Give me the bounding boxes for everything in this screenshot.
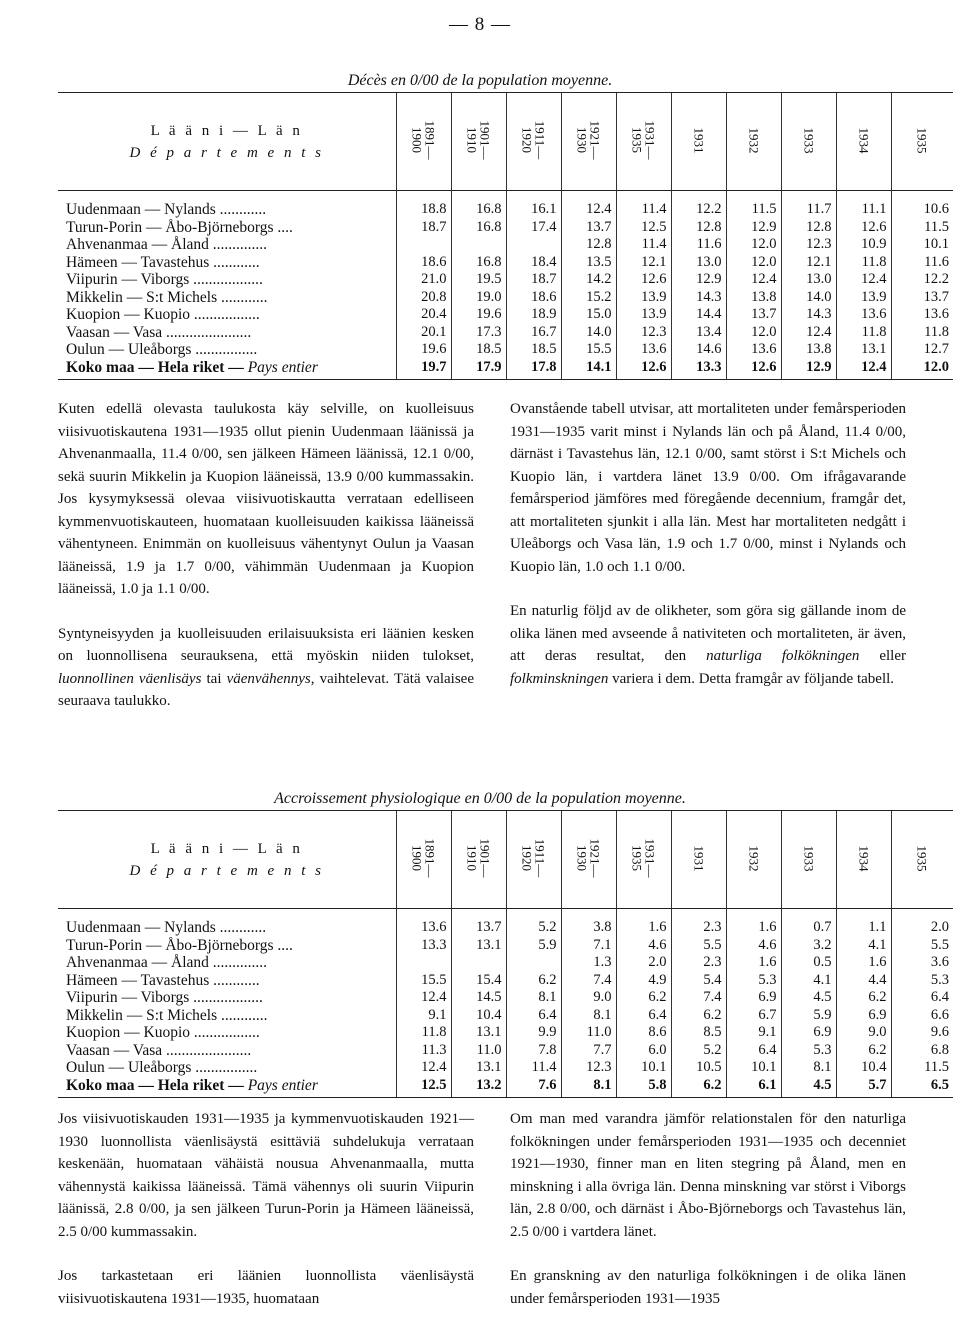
value-cell: 12.2 [891,271,953,289]
value-cell: 10.4 [451,1007,506,1025]
table-row [58,1007,953,1025]
department-name: Kuopion — Kuopio ................. [66,1024,260,1041]
value-cell: 12.3 [616,324,671,342]
table-row [58,236,953,254]
text1-swedish [510,398,906,690]
value-cell: 6.4 [506,1007,561,1025]
mortality-table [58,92,953,380]
value-cell: 7.8 [506,1042,561,1060]
value-cell: 16.8 [451,191,506,219]
value-cell: 4.9 [616,972,671,990]
value-cell: 13.0 [671,254,726,272]
value-cell: 12.7 [891,341,953,359]
department-name: Ahvenanmaa — Åland .............. [66,954,268,971]
value-cell: 6.2 [506,972,561,990]
value-cell: 11.6 [671,236,726,254]
total-row [58,1077,953,1098]
value-cell: 12.3 [781,236,836,254]
value-cell: 15.4 [451,972,506,990]
total-label: Koko maa — Hela riket — Pays entier [58,1077,396,1098]
department-name: Vaasan — Vasa ...................... [66,323,252,341]
value-cell: 6.4 [891,989,953,1007]
value-cell: 11.8 [891,324,953,342]
value-cell: 10.9 [836,236,891,254]
text2-finnish [58,1108,474,1310]
value-cell: 5.3 [891,972,953,990]
total-value-cell: 6.1 [726,1077,781,1098]
total-row [58,359,953,380]
value-cell: 5.3 [781,1042,836,1060]
value-cell: 18.7 [396,219,451,237]
period-header: 1911— 1920 [506,93,561,191]
value-cell: 11.5 [891,219,953,237]
value-cell: 11.5 [726,191,781,219]
value-cell: 4.6 [616,937,671,955]
value-cell: 5.4 [671,972,726,990]
value-cell: 15.5 [396,972,451,990]
value-cell: 5.3 [726,972,781,990]
value-cell: 13.3 [396,937,451,955]
value-cell: 6.0 [616,1042,671,1060]
value-cell: 2.3 [671,954,726,972]
value-cell: 8.5 [671,1024,726,1042]
value-cell: 18.5 [506,341,561,359]
value-cell: 18.8 [396,191,451,219]
value-cell: 9.1 [396,1007,451,1025]
value-cell: 13.7 [561,219,616,237]
period-header: 1931— 1935 [616,93,671,191]
paragraph: Jos tarkastetaan eri läänien luonnollista väenlisäystä viisivuotiskautena 1931—1935, huomataan [58,1268,474,1307]
value-cell: 12.0 [726,324,781,342]
table-row [58,989,953,1007]
value-cell: 5.2 [506,909,561,937]
value-cell: 14.2 [561,271,616,289]
value-cell: 15.2 [561,289,616,307]
value-cell: 12.0 [726,254,781,272]
value-cell: 12.4 [836,271,891,289]
value-cell: 6.4 [726,1042,781,1060]
table-row [58,289,953,307]
value-cell [396,236,451,254]
value-cell: 14.3 [781,306,836,324]
value-cell: 12.9 [671,271,726,289]
value-cell: 7.7 [561,1042,616,1060]
value-cell: 9.1 [726,1024,781,1042]
period-header: 1932 [726,93,781,191]
value-cell: 6.2 [671,1007,726,1025]
value-cell: 7.4 [561,972,616,990]
value-cell: 13.6 [396,909,451,937]
value-cell: 13.1 [836,341,891,359]
value-cell: 6.9 [836,1007,891,1025]
value-cell: 13.7 [891,289,953,307]
value-cell: 9.6 [891,1024,953,1042]
department-name: Uudenmaan — Nylands ............ [66,919,267,936]
value-cell [451,954,506,972]
period-header: 1934 [836,93,891,191]
total-value-cell: 5.7 [836,1077,891,1098]
value-cell: 13.9 [616,289,671,307]
value-cell: 6.7 [726,1007,781,1025]
value-cell: 16.7 [506,324,561,342]
value-cell: 13.9 [616,306,671,324]
value-cell: 12.5 [616,219,671,237]
table-row [58,1042,953,1060]
paragraph: Om man med varandra jämför relationstalen för den naturliga folkökningen under femårsperioden 1931—1935 och decenniet 1921—1930, finner man en liten stegring på Åland, men en minskning i alla övriga län. Denna minskning var störst i Viborgs län, 2.8 0/00, och därnäst i Åbo-Björneborgs och Tavastehus län, 2.5 0/00 i vartdera länet. [510,1111,906,1240]
value-cell: 6.2 [616,989,671,1007]
department-name: Uudenmaan — Nylands ............ [66,201,267,218]
value-cell: 13.5 [561,254,616,272]
total-value-cell: 12.6 [726,359,781,380]
value-cell: 12.6 [836,219,891,237]
value-cell: 11.8 [396,1024,451,1042]
value-cell: 8.1 [781,1059,836,1077]
total-value-cell: 6.2 [671,1077,726,1098]
value-cell: 20.4 [396,306,451,324]
total-value-cell: 6.5 [891,1077,953,1098]
total-value-cell: 12.0 [891,359,953,380]
value-cell: 8.1 [506,989,561,1007]
total-value-cell: 4.5 [781,1077,836,1098]
value-cell: 13.9 [836,289,891,307]
period-header: 1931 [671,93,726,191]
value-cell: 4.5 [781,989,836,1007]
paragraph: Ovanstående tabell utvisar, att mortaliteten under femårsperioden 1931—1935 varit minst i Nylands län och på Åland, 11.4 0/00, därnäst i Tavastehus län, 12.1 0/00, samt störst i S:t Michels och Kuopio län, i vartdera länet 13.9 0/00. Om ifrågavarande femårsperiod jämföres med föregående decennium, framgår det, att mortaliteten sjunkit i alla län. Mest har mortaliteten nedgått i Uleåborgs och Vasa län, 1.9 och 1.7 0/00, minst i Nylands och Kuopio län, 1.0 och 1.1 0/00. [510,401,906,575]
paragraph: Jos viisivuotiskauden 1931—1935 ja kymmenvuotiskauden 1921—1930 luonnollista väenlisäystä esittäviä suhdelukuja verrataan keskenään, huomataan vähäistä nousua Ahvenanmaalla, mutta vähennystä kaikissa lääneissä. Tämä vähennys oli suurin Viipurin läänissä, 2.8 0/00, ja sen jälkeen Turun-Porin ja Hämeen lääneissä, 2.5 0/00 kummassakin. [58,1111,474,1240]
department-name: Ahvenanmaa — Åland .............. [66,236,268,253]
value-cell: 12.8 [781,219,836,237]
value-cell: 13.1 [451,937,506,955]
value-cell: 6.8 [891,1042,953,1060]
value-cell: 14.6 [671,341,726,359]
table-row [58,1059,953,1077]
period-header: 1921— 1930 [561,811,616,909]
value-cell: 18.5 [451,341,506,359]
department-header: L ä ä n i — L ä n D é p a r t e m e n t s [58,811,396,909]
period-header: 1931— 1935 [616,811,671,909]
department-name: Oulun — Uleåborgs ................ [66,1059,258,1076]
total-value-cell: 5.8 [616,1077,671,1098]
total-value-cell: 8.1 [561,1077,616,1098]
value-cell: 9.0 [836,1024,891,1042]
department-name: Mikkelin — S:t Michels ............ [66,288,268,306]
total-value-cell: 7.6 [506,1077,561,1098]
value-cell: 12.4 [396,989,451,1007]
value-cell: 11.1 [836,191,891,219]
value-cell: 5.5 [891,937,953,955]
value-cell: 20.1 [396,324,451,342]
value-cell: 14.3 [671,289,726,307]
value-cell: 7.4 [671,989,726,1007]
value-cell: 12.8 [671,219,726,237]
value-cell: 13.6 [836,306,891,324]
value-cell: 5.9 [781,1007,836,1025]
value-cell: 8.6 [616,1024,671,1042]
department-name: Turun-Porin — Åbo-Björneborgs .... [66,936,293,954]
value-cell: 15.0 [561,306,616,324]
value-cell: 13.0 [781,271,836,289]
value-cell: 12.2 [671,191,726,219]
value-cell: 19.5 [451,271,506,289]
department-name: Viipurin — Viborgs .................. [66,271,263,288]
value-cell: 12.1 [781,254,836,272]
value-cell: 14.5 [451,989,506,1007]
value-cell: 13.8 [726,289,781,307]
table-row [58,254,953,272]
value-cell: 11.0 [561,1024,616,1042]
value-cell: 13.6 [616,341,671,359]
value-cell: 11.6 [891,254,953,272]
value-cell: 5.9 [506,937,561,955]
value-cell: 0.5 [781,954,836,972]
text1-finnish [58,398,474,713]
natural-increase-table [58,810,953,1098]
table-row [58,341,953,359]
total-value-cell: 13.3 [671,359,726,380]
paragraph: En granskning av den naturliga folkökningen i de olika länen under femårsperioden 1931—1935 [510,1268,906,1307]
value-cell: 3.8 [561,909,616,937]
value-cell: 11.7 [781,191,836,219]
value-cell: 14.0 [561,324,616,342]
period-header: 1933 [781,811,836,909]
table-row [58,954,953,972]
value-cell: 1.6 [616,909,671,937]
value-cell: 15.5 [561,341,616,359]
value-cell: 16.8 [451,219,506,237]
value-cell: 16.1 [506,191,561,219]
value-cell: 1.6 [726,909,781,937]
value-cell: 20.8 [396,289,451,307]
total-value-cell: 17.9 [451,359,506,380]
department-name: Kuopion — Kuopio ................. [66,306,260,323]
table-row [58,937,953,955]
value-cell: 12.3 [561,1059,616,1077]
table-row [58,306,953,324]
value-cell: 10.1 [726,1059,781,1077]
value-cell: 19.6 [451,306,506,324]
period-header: 1911— 1920 [506,811,561,909]
value-cell: 6.2 [836,1042,891,1060]
table-row [58,909,953,937]
value-cell: 13.6 [726,341,781,359]
period-header: 1891— 1900 [396,811,451,909]
value-cell: 13.6 [891,306,953,324]
department-name: Hämeen — Tavastehus ............ [66,253,260,271]
department-header: L ä ä n i — L ä n D é p a r t e m e n t s [58,93,396,191]
value-cell [451,236,506,254]
value-cell: 18.6 [506,289,561,307]
value-cell: 14.0 [781,289,836,307]
value-cell: 12.4 [396,1059,451,1077]
value-cell: 9.0 [561,989,616,1007]
value-cell [506,954,561,972]
value-cell: 11.4 [616,236,671,254]
value-cell: 13.1 [451,1024,506,1042]
period-header: 1933 [781,93,836,191]
value-cell: 10.6 [891,191,953,219]
period-header: 1935 [891,811,953,909]
value-cell: 11.3 [396,1042,451,1060]
department-name: Turun-Porin — Åbo-Björneborgs .... [66,218,293,236]
value-cell: 17.4 [506,219,561,237]
table-row [58,324,953,342]
table-row [58,219,953,237]
value-cell: 12.0 [726,236,781,254]
total-value-cell: 17.8 [506,359,561,380]
value-cell: 12.8 [561,236,616,254]
value-cell: 12.4 [781,324,836,342]
total-value-cell: 12.6 [616,359,671,380]
value-cell: 7.1 [561,937,616,955]
value-cell: 10.1 [891,236,953,254]
text2-swedish [510,1108,906,1310]
table2-caption: Accroissement physiologique en 0/00 de la population moyenne. [274,790,686,807]
value-cell: 4.1 [781,972,836,990]
value-cell: 10.5 [671,1059,726,1077]
table-row [58,271,953,289]
department-name: Viipurin — Viborgs .................. [66,989,263,1006]
value-cell: 4.6 [726,937,781,955]
value-cell: 11.8 [836,254,891,272]
value-cell: 5.5 [671,937,726,955]
value-cell: 16.8 [451,254,506,272]
total-label: Koko maa — Hela riket — Pays entier [58,359,396,380]
page-number: — 8 — [449,14,511,35]
period-header: 1932 [726,811,781,909]
value-cell: 11.5 [891,1059,953,1077]
value-cell: 13.1 [451,1059,506,1077]
value-cell: 21.0 [396,271,451,289]
value-cell: 18.6 [396,254,451,272]
paragraph: Kuten edellä olevasta taulukosta käy selville, on kuolleisuus viisivuotiskautena 1931—1935 ollut pienin Uudenmaan läänissä ja Ahvenanmaalla, 11.4 0/00, sen jälkeen Hämeen läänissä, 12.1 0/00, sekä suurin Mikkelin ja Kuopion lääneissä, 13.9 0/00 kummassakin. Jos kysymyksessä olevaa viisivuotiskautta verrataan edelliseen kymmenvuotiskauteen, huomataan kuolleisuuden kaikissa lääneissä vähentyneen. Enimmän on kuolleisuus vähentynyt Oulun ja Vaasan lääneissä, 1.9 ja 1.7 0/00, vähimmän Uudenmaan ja Kuopion lääneissä, 1.0 ja 1.1 0/00. [58,401,474,597]
total-value-cell: 12.9 [781,359,836,380]
value-cell: 12.9 [726,219,781,237]
value-cell: 4.1 [836,937,891,955]
value-cell: 10.4 [836,1059,891,1077]
value-cell: 6.9 [726,989,781,1007]
value-cell: 11.8 [836,324,891,342]
value-cell: 6.9 [781,1024,836,1042]
value-cell: 3.2 [781,937,836,955]
total-value-cell: 14.1 [561,359,616,380]
period-header: 1891— 1900 [396,93,451,191]
value-cell: 14.4 [671,306,726,324]
period-header: 1921— 1930 [561,93,616,191]
value-cell: 18.7 [506,271,561,289]
value-cell: 13.8 [781,341,836,359]
table-row [58,191,953,219]
value-cell [396,954,451,972]
table-row [58,1024,953,1042]
value-cell: 11.0 [451,1042,506,1060]
period-header: 1901— 1910 [451,93,506,191]
paragraph: Syntyneisyyden ja kuolleisuuden erilaisuuksista eri läänien kesken on luonnollisena seurauksena, että myöskin niiden tulokset, luonnollinen väenlisäys tai väenvähennys, vaihtelevat. Tätä valaisee seuraava taulukko. [58,625,474,709]
value-cell: 18.9 [506,306,561,324]
value-cell: 18.4 [506,254,561,272]
paragraph: En naturlig följd av de olikheter, som göra sig gällande inom de olika länen med avseende å nativiteten och mortaliteten, är även, att deras resultat, den naturliga folkökningen eller folkminskningen variera i dem. Detta framgår av följande tabell. [510,603,906,687]
value-cell: 6.4 [616,1007,671,1025]
department-name: Mikkelin — S:t Michels ............ [66,1006,268,1024]
value-cell: 1.6 [836,954,891,972]
value-cell: 5.2 [671,1042,726,1060]
department-name: Hämeen — Tavastehus ............ [66,971,260,989]
value-cell: 1.6 [726,954,781,972]
value-cell: 19.6 [396,341,451,359]
value-cell: 13.7 [451,909,506,937]
period-header: 1935 [891,93,953,191]
value-cell: 4.4 [836,972,891,990]
value-cell: 13.7 [726,306,781,324]
total-value-cell: 12.5 [396,1077,451,1098]
value-cell: 12.1 [616,254,671,272]
total-value-cell: 12.4 [836,359,891,380]
value-cell: 2.0 [891,909,953,937]
value-cell: 2.3 [671,909,726,937]
value-cell: 10.1 [616,1059,671,1077]
value-cell: 0.7 [781,909,836,937]
period-header: 1931 [671,811,726,909]
value-cell: 11.4 [506,1059,561,1077]
value-cell: 6.6 [891,1007,953,1025]
value-cell: 13.4 [671,324,726,342]
table-row [58,972,953,990]
value-cell: 12.4 [561,191,616,219]
department-name: Oulun — Uleåborgs ................ [66,341,258,358]
value-cell: 2.0 [616,954,671,972]
value-cell: 6.2 [836,989,891,1007]
total-value-cell: 19.7 [396,359,451,380]
period-header: 1934 [836,811,891,909]
total-value-cell: 13.2 [451,1077,506,1098]
value-cell: 12.6 [616,271,671,289]
value-cell: 8.1 [561,1007,616,1025]
value-cell: 17.3 [451,324,506,342]
value-cell: 1.3 [561,954,616,972]
table1-caption: Décès en 0/00 de la population moyenne. [347,72,613,89]
value-cell: 11.4 [616,191,671,219]
value-cell: 3.6 [891,954,953,972]
period-header: 1901— 1910 [451,811,506,909]
value-cell: 12.4 [726,271,781,289]
department-name: Vaasan — Vasa ...................... [66,1041,252,1059]
value-cell: 1.1 [836,909,891,937]
value-cell [506,236,561,254]
value-cell: 9.9 [506,1024,561,1042]
value-cell: 19.0 [451,289,506,307]
